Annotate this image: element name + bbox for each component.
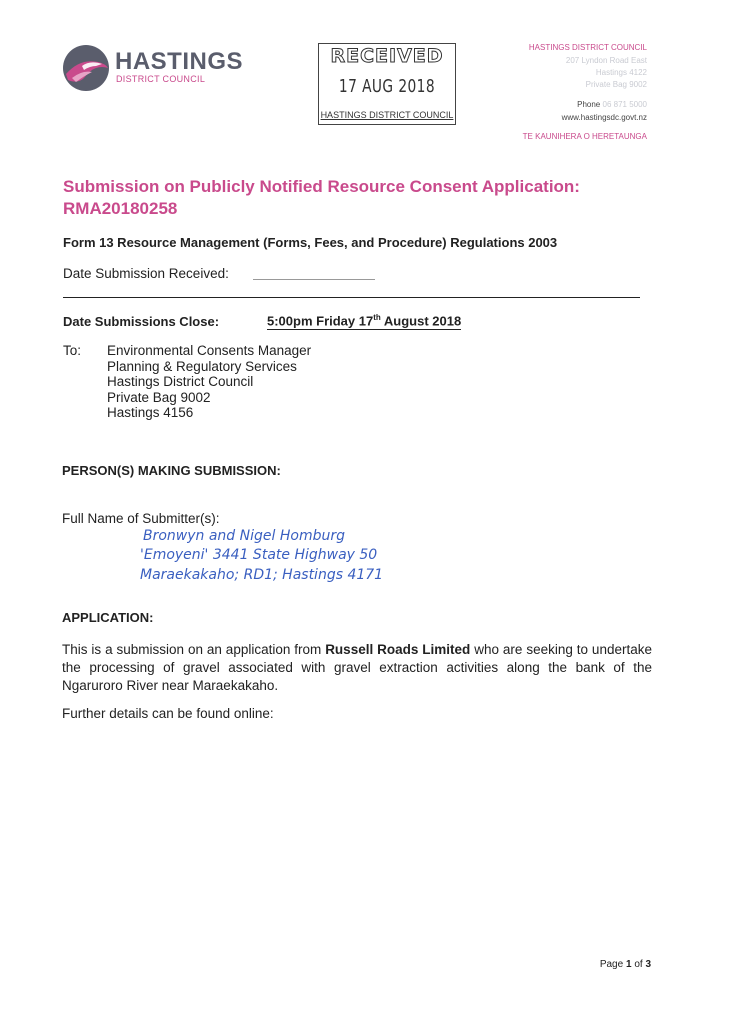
to-line: Private Bag 9002 [107,389,211,405]
title-line-1: Submission on Publicly Notified Resource Consent Application: [63,177,580,196]
stamp-title: RECEIVED [330,45,444,67]
logo-name: HASTINGS [115,48,244,75]
persons-heading: PERSON(S) MAKING SUBMISSION: [62,463,281,478]
date-received-label: Date Submission Received: [63,266,229,281]
council-city: Hastings 4122 [595,68,647,77]
to-line: Environmental Consents Manager [107,343,312,358]
council-maori-name: TE KAUNIHERA O HERETAUNGA [522,132,647,141]
handwritten-names: Bronwyn and Nigel Homburg [143,528,345,544]
to-address [107,343,311,421]
date-received-blank [253,279,375,280]
full-name-label: Full Name of Submitter(s): [62,511,220,526]
handwritten-address-1: 'Emoyeni' 3441 State Highway 50 [140,547,378,563]
logo-subtitle: DISTRICT COUNCIL [116,74,206,84]
submissions-close-label: Date Submissions Close: [63,314,220,329]
to-label: To: [63,343,82,358]
stamp-date: 17 AUG 2018 [338,76,436,97]
title-line-2: RMA20180258 [63,199,178,218]
council-street: 207 Lyndon Road East [565,56,647,65]
handwritten-address-2: Maraekakaho; RD1; Hastings 4171 [140,567,384,583]
applicant-name: Russell Roads Limited [325,642,471,657]
page-title [63,176,580,220]
divider [63,297,640,298]
application-paragraph: This is a submission on an application from Russell Roads Limited who are seeking to undertake the processing of gravel associated with gravel extraction activities along the bank of the Ngaruroro River near Maraekakaho. [62,642,652,693]
council-bag: Private Bag 9002 [585,80,647,89]
council-website: www.hastingsdc.govt.nz [561,113,647,122]
form-subtitle: Form 13 Resource Management (Forms, Fees, and Procedure) Regulations 2003 [63,235,558,250]
received-stamp [318,43,456,125]
to-line: Hastings 4156 [107,405,194,420]
further-details: Further details can be found online: [62,706,274,721]
phone-number: 06 871 5000 [602,100,647,109]
to-line: Planning & Regulatory Services [107,358,297,374]
page-number: Page 1 of 3 [599,959,651,970]
application-heading: APPLICATION: [62,610,154,625]
hastings-logo-icon [62,44,110,92]
council-phone [577,99,647,111]
submissions-close-value: 5:00pm Friday 17th August 2018 [267,313,462,329]
council-name: HASTINGS DISTRICT COUNCIL [528,43,647,52]
stamp-organization: HASTINGS DISTRICT COUNCIL [320,110,454,120]
to-line: Hastings District Council [107,374,254,389]
phone-label: Phone [577,100,601,109]
